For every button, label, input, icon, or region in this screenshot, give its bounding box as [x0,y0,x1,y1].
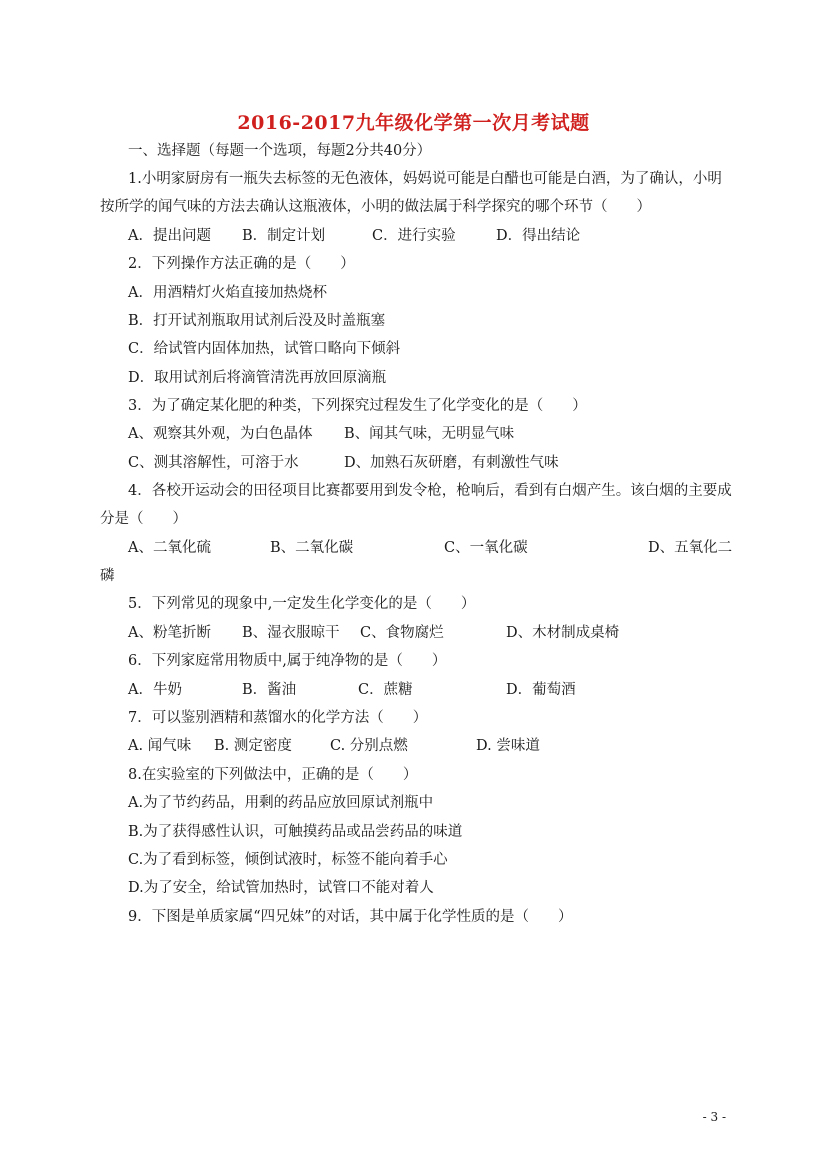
question-7-option-a: A. 闻气味 [128,738,192,754]
question-3-option-a: A、观察其外观，为白色晶体 [128,426,313,442]
question-5-option-a: A、粉笔折断 [128,625,211,641]
question-5-option-c: C、食物腐烂 [360,625,444,641]
question-6-option-d: D．葡萄酒 [506,682,576,698]
question-1-option-b: B．制定计划 [242,228,326,244]
question-7-options [128,736,728,756]
question-1-line-2: 按所学的闻气味的方法去确认这瓶液体，小明的做法属于科学探究的哪个环节（ ） [100,199,651,215]
exam-title: 2016-2017九年级化学第一次月考试题 [237,112,590,134]
question-3-option-d: D、加熟石灰研磨，有刺激性气味 [344,455,559,471]
question-2-stem: 2．下列操作方法正确的是（ ） [128,256,355,272]
question-7-stem: 7．可以鉴别酒精和蒸馏水的化学方法（ ） [128,710,428,726]
question-3-options-row-1 [128,424,728,444]
question-8-stem: 8.在实验室的下列做法中，正确的是（ ） [128,767,418,783]
question-2-option-c: C．给试管内固体加热，试管口略向下倾斜 [128,341,401,357]
question-7-option-d: D. 尝味道 [476,738,540,754]
question-3-option-b: B、闻其气味，无明显气味 [344,426,515,442]
question-2-option-b: B．打开试剂瓶取用试剂后没及时盖瓶塞 [128,313,386,329]
question-7-option-b: B. 测定密度 [214,738,292,754]
question-6-option-a: A．牛奶 [128,682,182,698]
question-6-stem: 6．下列家庭常用物质中,属于纯净物的是（ ） [128,653,447,669]
question-4-line-1: 4．各校开运动会的田径项目比赛都要用到发令枪，枪响后，看到有白烟产生。该白烟的主要成 [128,483,732,499]
question-4-option-d: D、五氧化二 [648,540,733,556]
question-3-options-row-2 [128,453,728,473]
page-number: - 3 - [702,1110,726,1124]
question-6-options [128,680,728,700]
question-5-option-d: D、木材制成桌椅 [506,625,620,641]
question-4-option-c: C、一氧化碳 [444,540,528,556]
question-4-options [128,538,733,558]
question-9-stem: 9．下图是单质家属“四兄妹”的对话，其中属于化学性质的是（ ） [128,909,573,925]
question-4-option-a: A、二氧化硫 [128,540,211,556]
question-8-option-b: B.为了获得感性认识，可触摸药品或品尝药品的味道 [128,824,463,840]
question-8-option-c: C.为了看到标签，倾倒试液时，标签不能向着手心 [128,852,448,868]
question-8-option-d: D.为了安全，给试管加热时，试管口不能对着人 [128,880,434,896]
question-6-option-c: C．蔗糖 [358,682,413,698]
question-3-option-c: C、测其溶解性，可溶于水 [128,455,299,471]
question-5-options [128,623,728,643]
question-1-line-1: 1.小明家厨房有一瓶失去标签的无色液体，妈妈说可能是白醋也可能是白酒，为了确认，小明 [128,171,722,187]
question-3-stem: 3．为了确定某化肥的种类，下列探究过程发生了化学变化的是（ ） [128,398,587,414]
section-heading: 一、选择题（每题一个选项，每题2分共40分） [128,143,432,159]
question-6-option-b: B．酱油 [242,682,297,698]
question-1-options [128,226,728,246]
question-5-option-b: B、湿衣服晾干 [242,625,340,641]
question-7-option-c: C. 分别点燃 [330,738,408,754]
question-4-option-b: B、二氧化碳 [270,540,354,556]
question-4-option-d-wrap: 磷 [100,568,115,584]
question-5-stem: 5．下列常见的现象中,一定发生化学变化的是（ ） [128,596,476,612]
question-1-option-a: A．提出问题 [128,228,211,244]
question-2-option-a: A．用酒精灯火焰直接加热烧杯 [128,285,327,301]
question-1-option-d: D．得出结论 [496,228,581,244]
question-1-option-c: C．进行实验 [372,228,456,244]
question-2-option-d: D．取用试剂后将滴管清洗再放回原滴瓶 [128,370,387,386]
question-4-line-2: 分是（ ） [100,511,187,527]
question-8-option-a: A.为了节约药品，用剩的药品应放回原试剂瓶中 [128,795,434,811]
